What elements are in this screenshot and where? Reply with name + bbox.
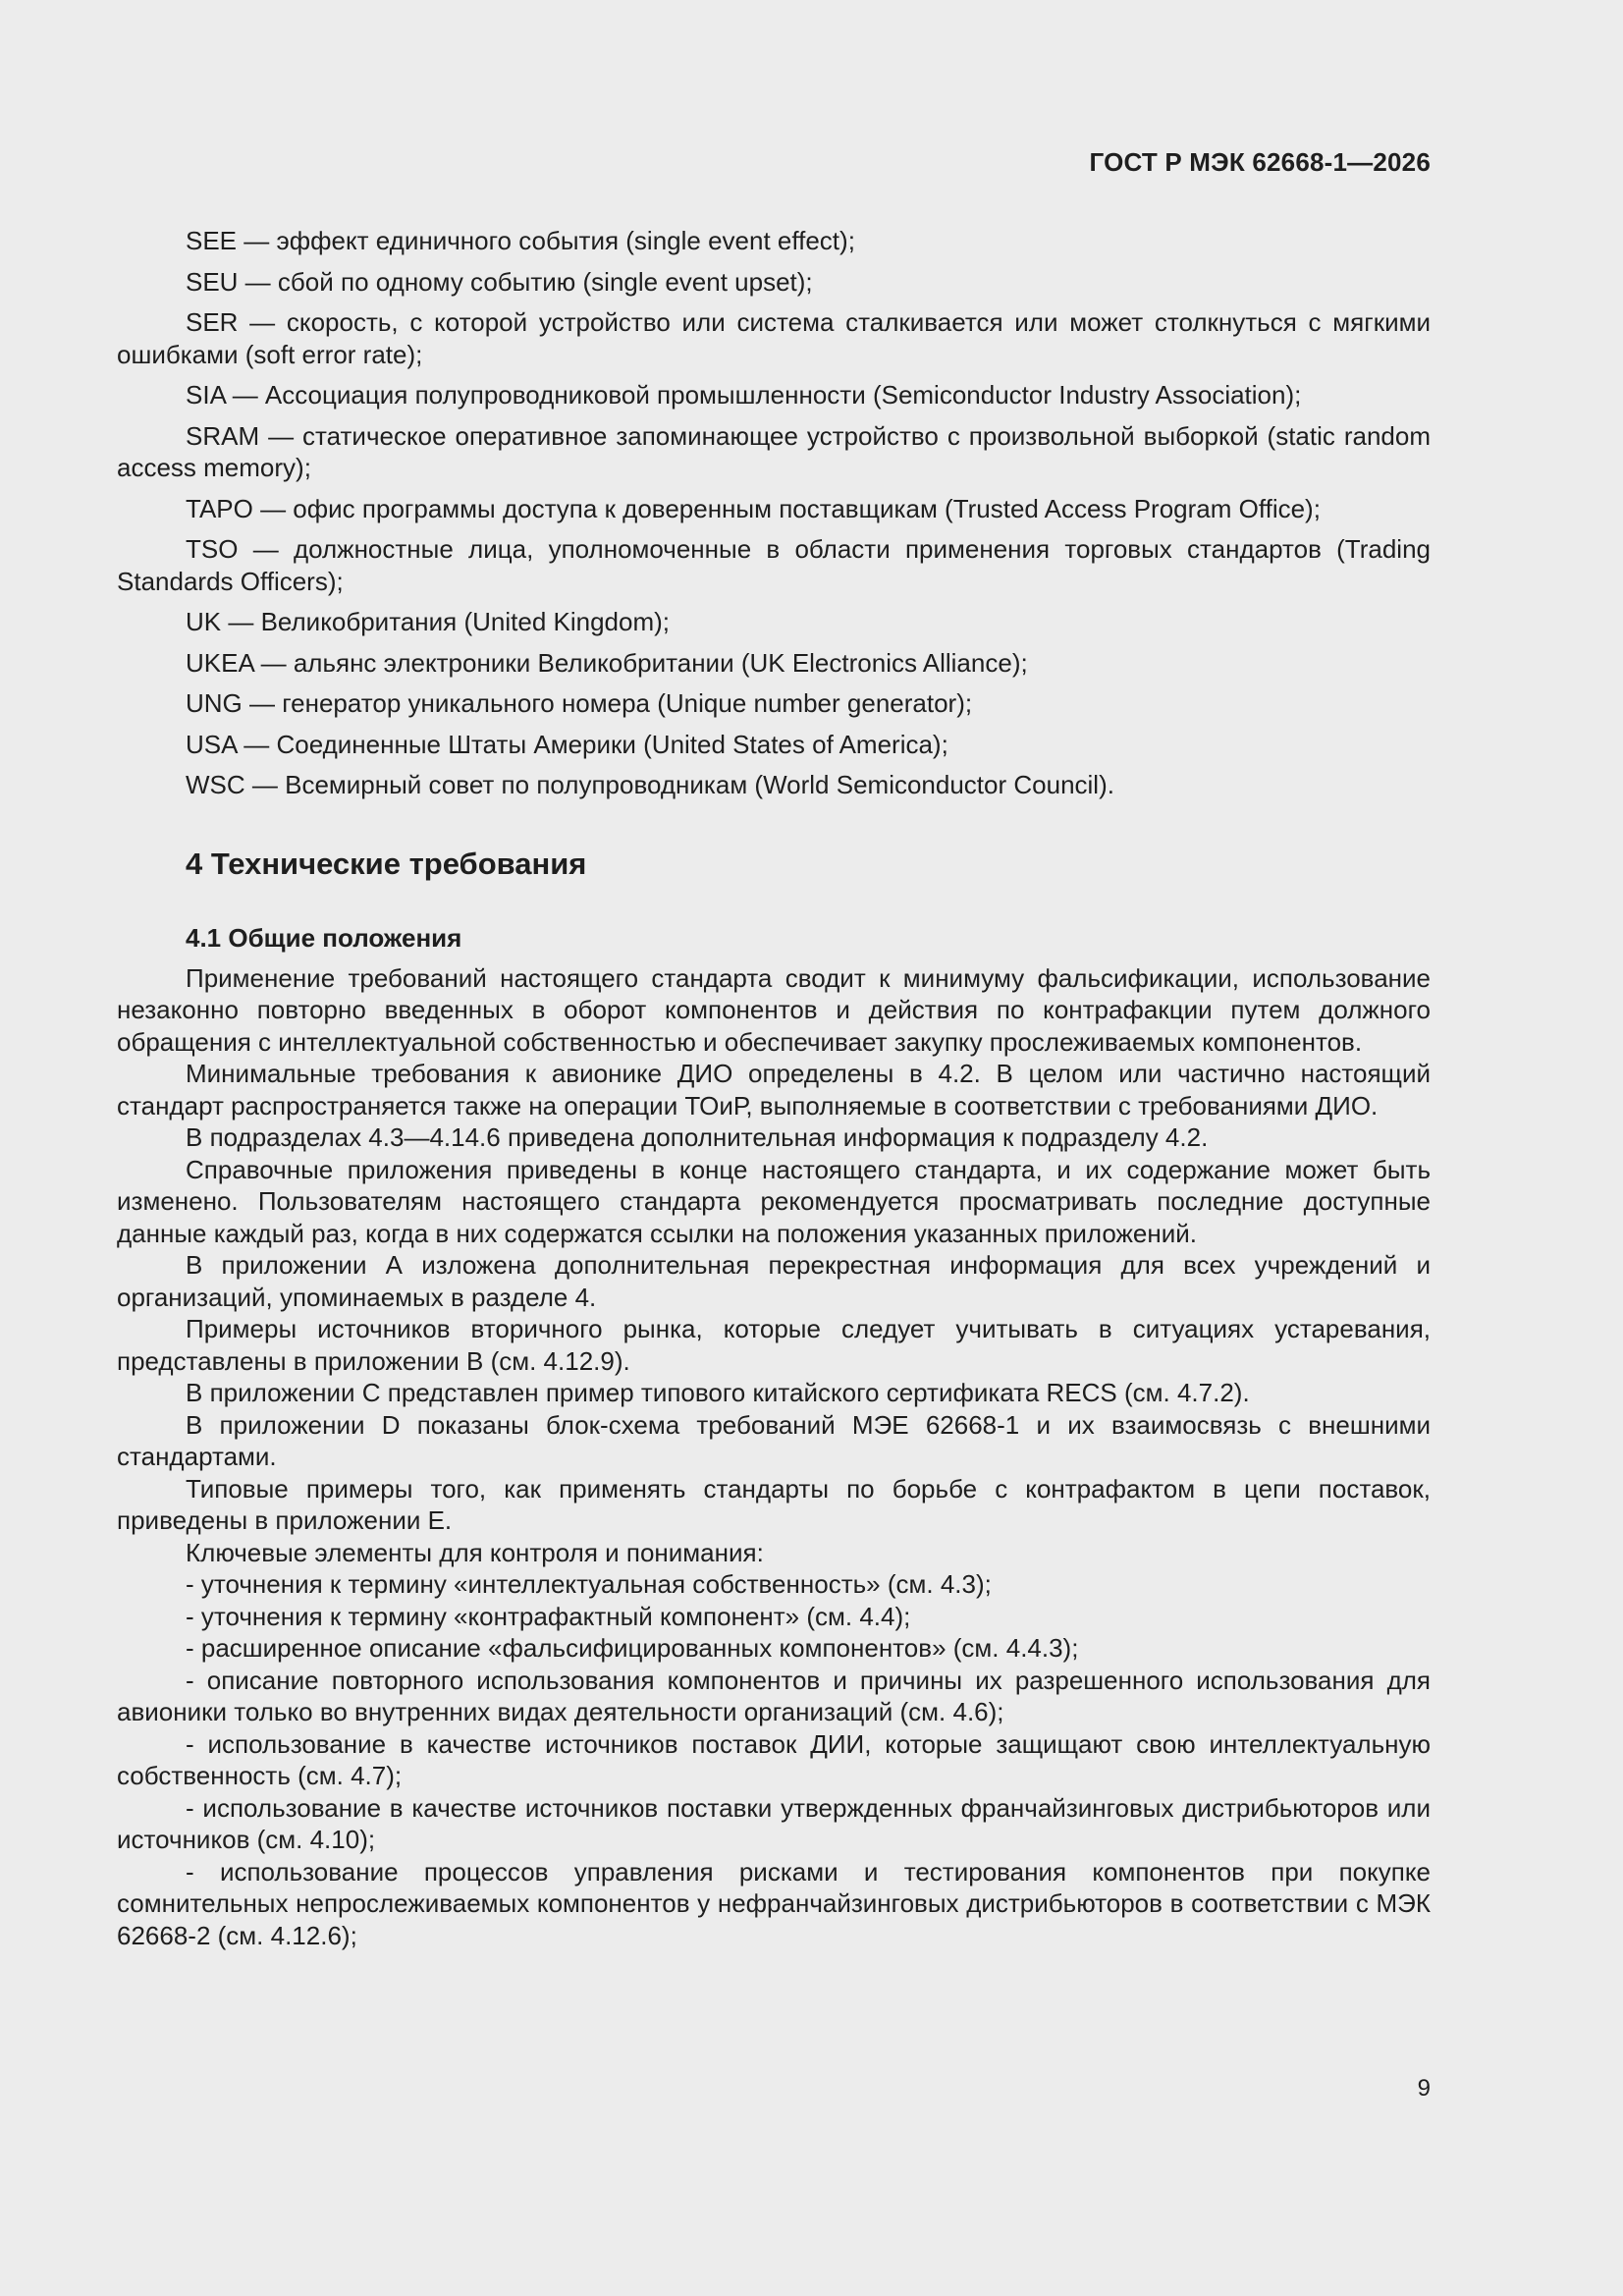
abbreviation-item: SEE — эффект единичного события (single event effect); [186,226,855,255]
paragraph: Справочные приложения приведены в конце настоящего стандарта, и их содержание может быть изменено. Пользователям настоящего стандарта рекомендуется просматривать последние доступные данные каждый раз, когда в них содержатся ссылки на положения указанных приложений. [117,1154,1431,1248]
paragraph: Минимальные требования к авионике ДИО определены в 4.2. В целом или частично настоящий стандарт распространяется также на операции ТОиР, выполняемые в соответствии с требованиями ДИО. [117,1059,1431,1121]
abbreviation-item: SIA — Ассоциация полупроводниковой промышленности (Semiconductor Industry Association); [186,380,1302,410]
abbreviation-item: USA — Соединенные Штаты Америки (United States of America); [186,729,948,759]
list-item: - использование в качестве источников поставки утвержденных франчайзинговых дистрибьюторов или источников (см. 4.10); [117,1792,1431,1854]
list-item: - описание повторного использования компонентов и причины их разрешенного использования для авионики только во внутренних видах деятельности организаций (см. 4.6); [117,1665,1431,1726]
abbreviation-item: UKEA — альянс электроники Великобритании (UK Electronics Alliance); [186,647,1028,678]
page-number: 9 [1417,2075,1431,2102]
abbreviation-item: SRAM — статическое оперативное запоминающее устройство с произвольной выборкой (static random access memory); [117,420,1431,482]
subsection-title: 4.1 Общие положения [186,922,462,953]
paragraph: В подразделах 4.3—4.14.6 приведена дополнительная информация к подразделу 4.2. [186,1122,1209,1152]
abbreviation-item: UK — Великобритания (United Kingdom); [186,607,670,636]
bullet-list [117,1568,1431,1951]
abbreviation-item: UNG — генератор уникального номера (Unique number generator); [186,688,973,718]
paragraph: Типовые примеры того, как применять стандарты по борьбе с контрафактом в цепи поставок, приведены в приложении Е. [117,1473,1431,1535]
document-header: ГОСТ Р МЭК 62668-1—2026 [1089,147,1431,177]
paragraph: Ключевые элементы для контроля и понимания: [186,1537,764,1567]
abbreviation-item: SEU — сбой по одному событию (single event upset); [186,266,813,297]
paragraph: Примеры источников вторичного рынка, которые следует учитывать в ситуациях устаревания, представлены в приложении В (см. 4.12.9). [117,1314,1431,1376]
section-title: 4 Технические требования [186,846,587,881]
list-item: - расширенное описание «фальсифицированных компонентов» (см. 4.4.3); [186,1633,1079,1663]
page-content [117,225,1431,1951]
list-item: - уточнения к термину «контрафактный компонент» (см. 4.4); [186,1601,911,1631]
paragraph: В приложении С представлен пример типового китайского сертификата RECS (см. 4.7.2). [186,1378,1250,1407]
abbreviation-item: TSO — должностные лица, уполномоченные в области применения торговых стандартов (Trading Standards Officers); [117,534,1431,596]
abbreviation-item: SER — скорость, с которой устройство или система сталкивается или может столкнуться с мягкими ошибками (soft error rate); [117,307,1431,369]
list-item: - уточнения к термину «интеллектуальная собственность» (см. 4.3); [186,1569,992,1599]
abbreviation-item: WSC — Всемирный совет по полупроводникам (World Semiconductor Council). [186,770,1114,799]
paragraph: В приложении D показаны блок-схема требований МЭЕ 62668-1 и их взаимосвязь с внешними стандартами. [117,1409,1431,1471]
paragraph: В приложении А изложена дополнительная перекрестная информация для всех учреждений и организаций, упоминаемых в разделе 4. [117,1250,1431,1312]
list-item: - использование в качестве источников поставок ДИИ, которые защищают свою интеллектуальную собственность (см. 4.7); [117,1728,1431,1790]
abbreviation-list [117,225,1431,801]
abbreviation-item: TAPO — офис программы доступа к доверенным поставщикам (Trusted Access Program Office); [186,493,1321,523]
paragraph: Применение требований настоящего стандарта сводит к минимуму фальсификации, использование незаконно повторно введенных в оборот компонентов и действия по контрафакции путем должного обращения с интеллектуальной собственностью и обеспечивает закупку прослеживаемых компонентов. [117,962,1431,1057]
section-body [117,962,1431,1952]
list-item: - использование процессов управления рисками и тестирования компонентов при покупке сомнительных непрослеживаемых компонентов у нефранчайзинговых дистрибьюторов в соответствии с МЭК 62668-2 (см. 4.12.6); [117,1856,1431,1950]
